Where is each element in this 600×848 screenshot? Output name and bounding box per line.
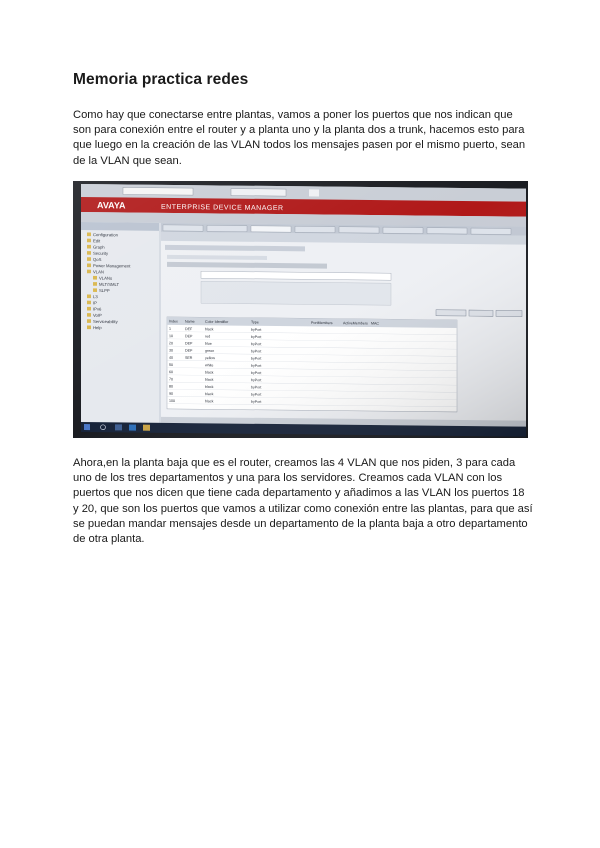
document-title: Memoria practica redes [73,71,249,88]
paragraph-vlans: Ahora,en la planta baja que es el router, creamos las 4 VLAN que nos piden, 3 para cada uno de los tres departamentos y una para los servidores. Creamos cada VLAN con los puertos que nos dicen que tiene cada departamento y añadimos a las VLAN los puertos 18 y 20, que son los puertos que vamos a utilizar como conexión entre las plantas, para que así se puedan mandar mensajes desde un departamento de la planta baja a otro departamento de otra planta. [73,457,533,546]
paragraph-intro: Como hay que conectarse entre plantas, vamos a poner los puertos que nos indican que son para conexión entre el router y a planta uno y la planta dos a trunk, hacemos esto para que luego en la creación de las VLAN todos los mensajes pasen por el mismo puerto, sean de la VLAN que sean. [73,109,526,167]
screenshot-photo [73,181,528,438]
